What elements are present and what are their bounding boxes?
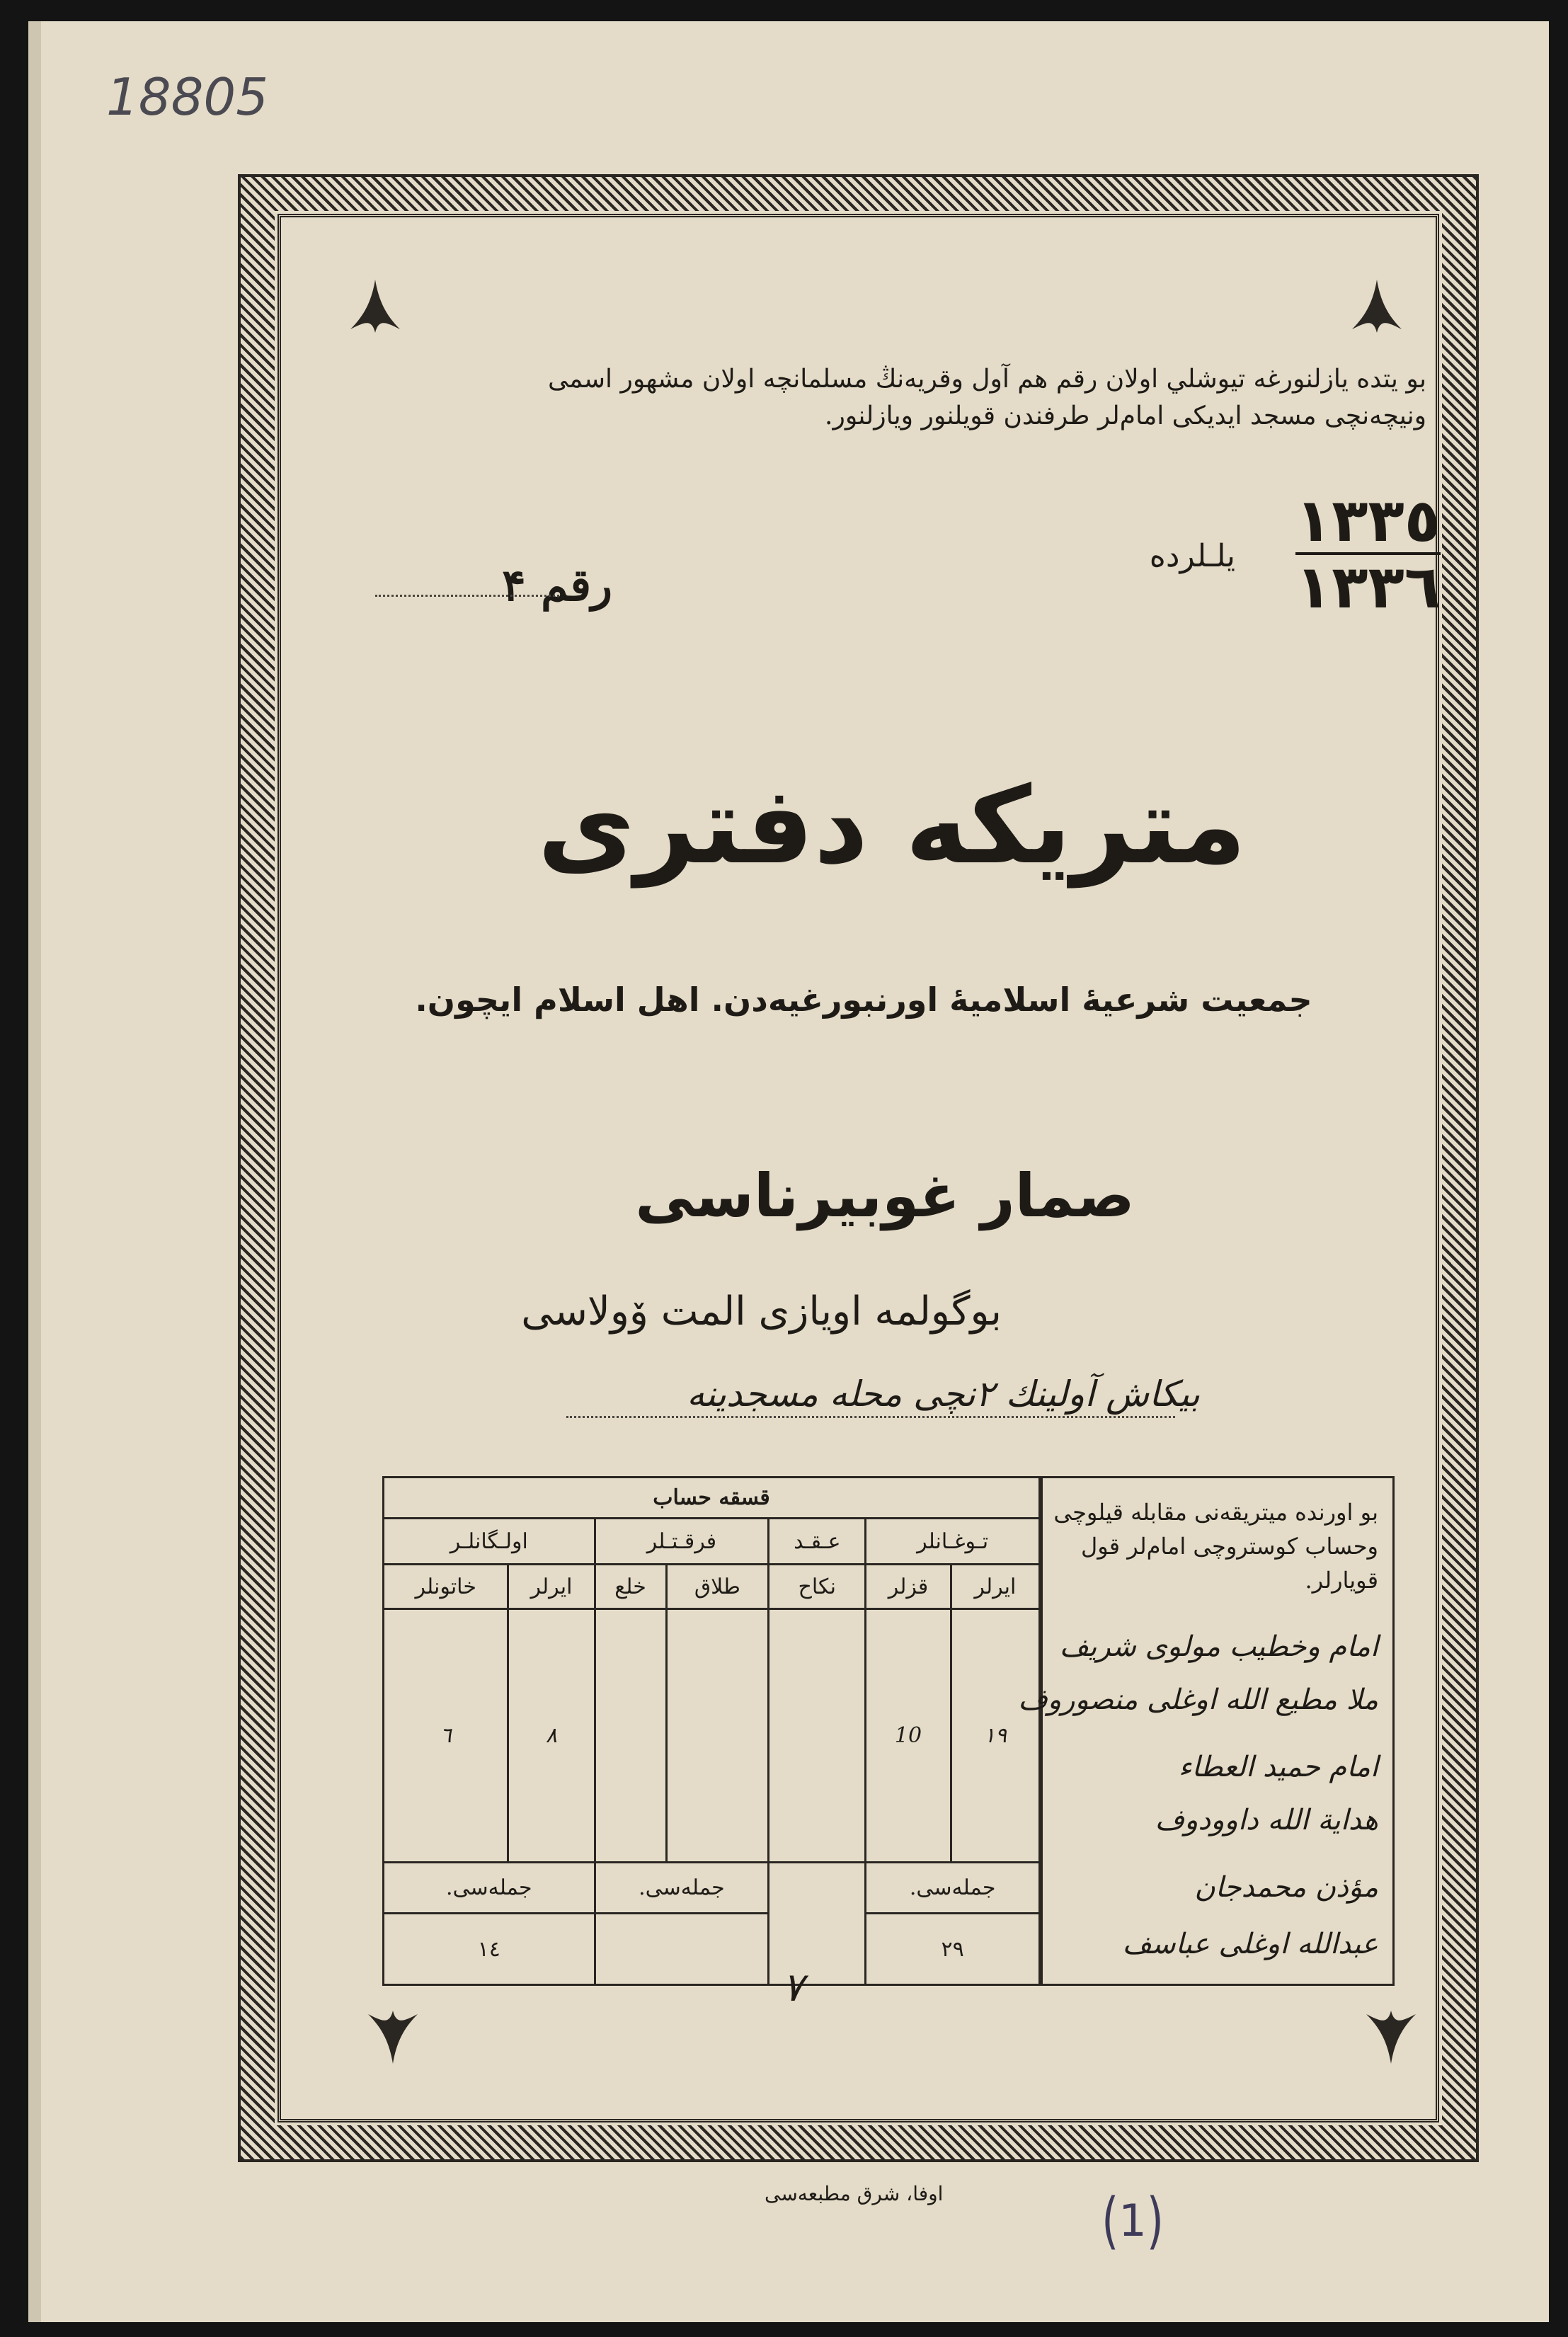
header-talaq: طلاق bbox=[666, 1565, 769, 1609]
register-number: رقم ۴ bbox=[502, 559, 612, 611]
group-births: تـوغـانلر bbox=[866, 1519, 1040, 1565]
signature-line-3: امام حميد العطاء bbox=[1178, 1751, 1378, 1783]
summary-table bbox=[382, 1476, 1041, 1986]
page-number-value: 1 bbox=[1118, 2195, 1147, 2246]
signature-line-2: ملا مطيع الله اوغلى منصوروف bbox=[1018, 1684, 1378, 1716]
corner-ornament-bottom-right bbox=[1359, 2007, 1423, 2071]
corner-ornament-bottom-left bbox=[361, 2007, 425, 2071]
printer-imprint: اوفا، شرق مطبعه‌سى bbox=[765, 2182, 944, 2205]
page-subtitle: جمعيت شرعيهٔ اسلاميهٔ اورنبورغيه‌دن. اهل اسلام ايچون. bbox=[415, 981, 1312, 1019]
header-khul: خلع bbox=[595, 1565, 666, 1609]
intro-line-2: ونيچه‌نچى مسجد ايديكى امام‌لر طرفندن قويلنور ويازلنور. bbox=[825, 401, 1426, 430]
value-deaths-males: ٨ bbox=[508, 1609, 595, 1863]
value-births-males: ١٩ bbox=[951, 1609, 1039, 1863]
signature-line-1: امام وخطيب مولوى شريف bbox=[1059, 1630, 1378, 1663]
year-bottom: ١٣٣٦ bbox=[1295, 552, 1441, 622]
signature-line-6: عبدالله اوغلى عباسف bbox=[1122, 1928, 1378, 1960]
signature-line-4: هداية الله داوودوف bbox=[1155, 1804, 1378, 1836]
value-nikah bbox=[769, 1609, 866, 1863]
intro-text bbox=[548, 361, 1426, 435]
header-births-females: قزلر bbox=[866, 1565, 951, 1609]
year-top: ١٣٣٥ bbox=[1295, 486, 1441, 555]
sum-label-births: جمله‌سى. bbox=[866, 1863, 1040, 1914]
value-talaq bbox=[666, 1609, 769, 1863]
group-divorces: فرقـتـلر bbox=[595, 1519, 769, 1565]
group-marriage: عـقـد bbox=[769, 1519, 866, 1565]
years-label: يلـلرده bbox=[1149, 538, 1235, 574]
value-deaths-females: ٦ bbox=[384, 1609, 508, 1863]
signature-box bbox=[1018, 1476, 1395, 1986]
intro-line-1: بو يتده يازلنورغه تيوشلي اولان رقم هم آول وقريه‌نڭ مسلمانچه اولان مشهور اسمى bbox=[548, 365, 1426, 394]
header-births-males: ايرلر bbox=[951, 1565, 1039, 1609]
corner-ornament-top-left bbox=[343, 273, 407, 336]
register-number-line bbox=[375, 595, 559, 597]
corner-ornament-top-right bbox=[1345, 273, 1409, 336]
sum-deaths: ١٤ bbox=[384, 1914, 595, 1985]
header-deaths-males: ايرلر bbox=[508, 1565, 595, 1609]
group-deaths: اولـگانلـر bbox=[384, 1519, 595, 1565]
sum-label-divorces: جمله‌سى. bbox=[595, 1863, 769, 1914]
value-khul bbox=[595, 1609, 666, 1863]
page-number: (1) bbox=[1101, 2184, 1164, 2257]
signature-intro: بو اورنده ميتريقه‌نى مقابله قيلوچى وحساب كوستروچى امام‌لر قول قويارلر. bbox=[1053, 1499, 1378, 1594]
value-births-females: 10 bbox=[866, 1609, 951, 1863]
year-fraction bbox=[1295, 486, 1441, 622]
sum-divorces bbox=[595, 1914, 769, 1985]
header-nikah: نكاح bbox=[769, 1565, 866, 1609]
sum-label-deaths: جمله‌سى. bbox=[384, 1863, 595, 1914]
margin-digit: ٧ bbox=[782, 1965, 804, 2011]
page-title: متريكه دفترى bbox=[537, 765, 1247, 888]
table-caption: قسقه حساب bbox=[384, 1478, 1040, 1519]
governorate-name: صمار غوبيرناسى bbox=[635, 1161, 1135, 1230]
district-volost: بوگولمه اويازى المت ۆولاسى bbox=[521, 1289, 1002, 1335]
signature-line-5: مؤذن محمدجان bbox=[1194, 1871, 1378, 1904]
header-deaths-females: خاتونلر bbox=[384, 1565, 508, 1609]
sum-births: ٢٩ bbox=[866, 1914, 1040, 1985]
archive-pencil-number: 18805 bbox=[106, 67, 269, 127]
mosque-line bbox=[566, 1416, 1175, 1418]
mosque-name: بيكاش آولينك ٢نچى محله مسجدينه bbox=[687, 1373, 1200, 1415]
